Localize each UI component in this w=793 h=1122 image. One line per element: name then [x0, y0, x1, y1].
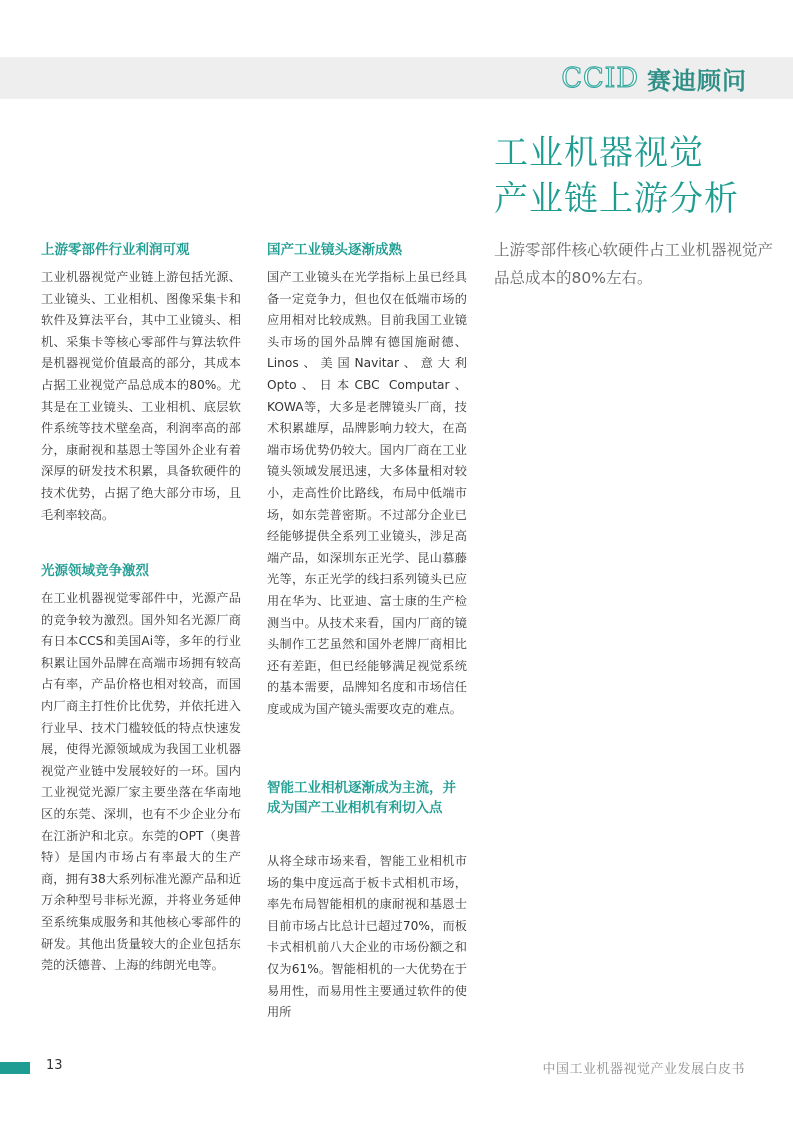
section-body-lens: 国产工业镜头在光学指标上虽已经具备一定竞争力，但也仅在低端市场的应用相对比较成熟。目前我国工业镜头市场的国外品牌有德国施耐德、Linos、美国Navitar、意大利Opto、日本CBC Computar、KOWA等，大多是老牌镜头厂商，技术积累雄厚，品牌影响力较大，在高端市场优势仍较大。国内厂商在工业镜头领域发展迅速，大多体量相对较小，走高性价比路线，布局中低端市场，如东莞普密斯。不过部分企业已经能够提供全系列工业镜头，涉足高端产品，如深圳东正光学、昆山慕藤光等，东正光学的线扫系列镜头已应用在华为、比亚迪、富士康的生产检测当中。从技术来看，国内厂商的镜头制作工艺虽然和国外老牌厂商相比还有差距，但已经能够满足视觉系统的基本需要，品牌知名度和市场信任度或成为国产镜头需要攻克的难点。: [267, 270, 467, 716]
section-body-light: 在工业机器视觉零部件中，光源产品的竞争较为激烈。国外知名光源厂商有日本CCS和美国Ai等，多年的行业积累让国外品牌在高端市场拥有较高占有率，产品价格也相对较高，而国内厂商主打性价比优势，并依托进入行业早、技术门槛较低的特点快速发展，使得光源领域成为我国工业机器视觉产业链中发展较好的一环。国内工业视觉光源厂家主要坐落在华南地区的东莞、深圳，也有不少企业分布在江浙沪和北京。东莞的OPT（奥普特）是国内市场占有率最大的生产商，拥有38大系列标准光源产品和近万余种型号非标光源，并将业务延伸至系统集成服务和其他核心零部件的研发。其他出货量较大的企业包括东莞的沃德普、上海的纬朗光电等。: [41, 591, 241, 973]
ccid-logo: [561, 60, 747, 96]
section-heading-camera: 智能工业相机逐渐成为主流，并成为国产工业相机有利切入点: [267, 780, 456, 816]
page-title-line2: 产业链上游分析: [494, 179, 739, 219]
section-heading-lens: 国产工业镜头逐渐成熟: [267, 242, 402, 258]
page-number: 13: [46, 1058, 63, 1073]
intro-text: 上游零部件核心软硬件占工业机器视觉产品总成本的80%左右。: [494, 241, 774, 287]
section-heading-profit: 上游零部件行业利润可观: [41, 242, 190, 258]
page-title-line1: 工业机器视觉: [494, 133, 704, 173]
section-body-profit: 工业机器视觉产业链上游包括光源、工业镜头、工业相机、图像采集卡和软件及算法平台，其中工业镜头、相机、采集卡等核心零部件与算法软件是机器视觉价值最高的部分，其成本占据工业视觉产品总成本的80%。尤其是在工业镜头、工业相机、底层软件系统等技术壁垒高，利润率高的部分，康耐视和基恩士等国外企业有着深厚的研发技术积累，具备软硬件的技术优势，占据了绝大部分市场，且毛利率较高。: [41, 270, 241, 522]
logo-ccid-text: CCID: [561, 62, 639, 94]
footer-accent-bar: [0, 1062, 30, 1074]
page-title: [494, 130, 784, 222]
logo-cn-text: 赛迪顾问: [647, 65, 747, 95]
section-heading-light: 光源领域竞争激烈: [41, 563, 149, 579]
section-body-camera: 从将全球市场来看，智能工业相机市场的集中度远高于板卡式相机市场，率先布局智能相机的康耐视和基恩士目前市场占比总计已超过70%，而板卡式相机前八大企业的市场份额之和仅为61%。智能相机的一大优势在于易用性，而易用性主要通过软件的使用所: [267, 854, 467, 1020]
footer-doc-title: 中国工业机器视觉产业发展白皮书: [542, 1062, 745, 1077]
